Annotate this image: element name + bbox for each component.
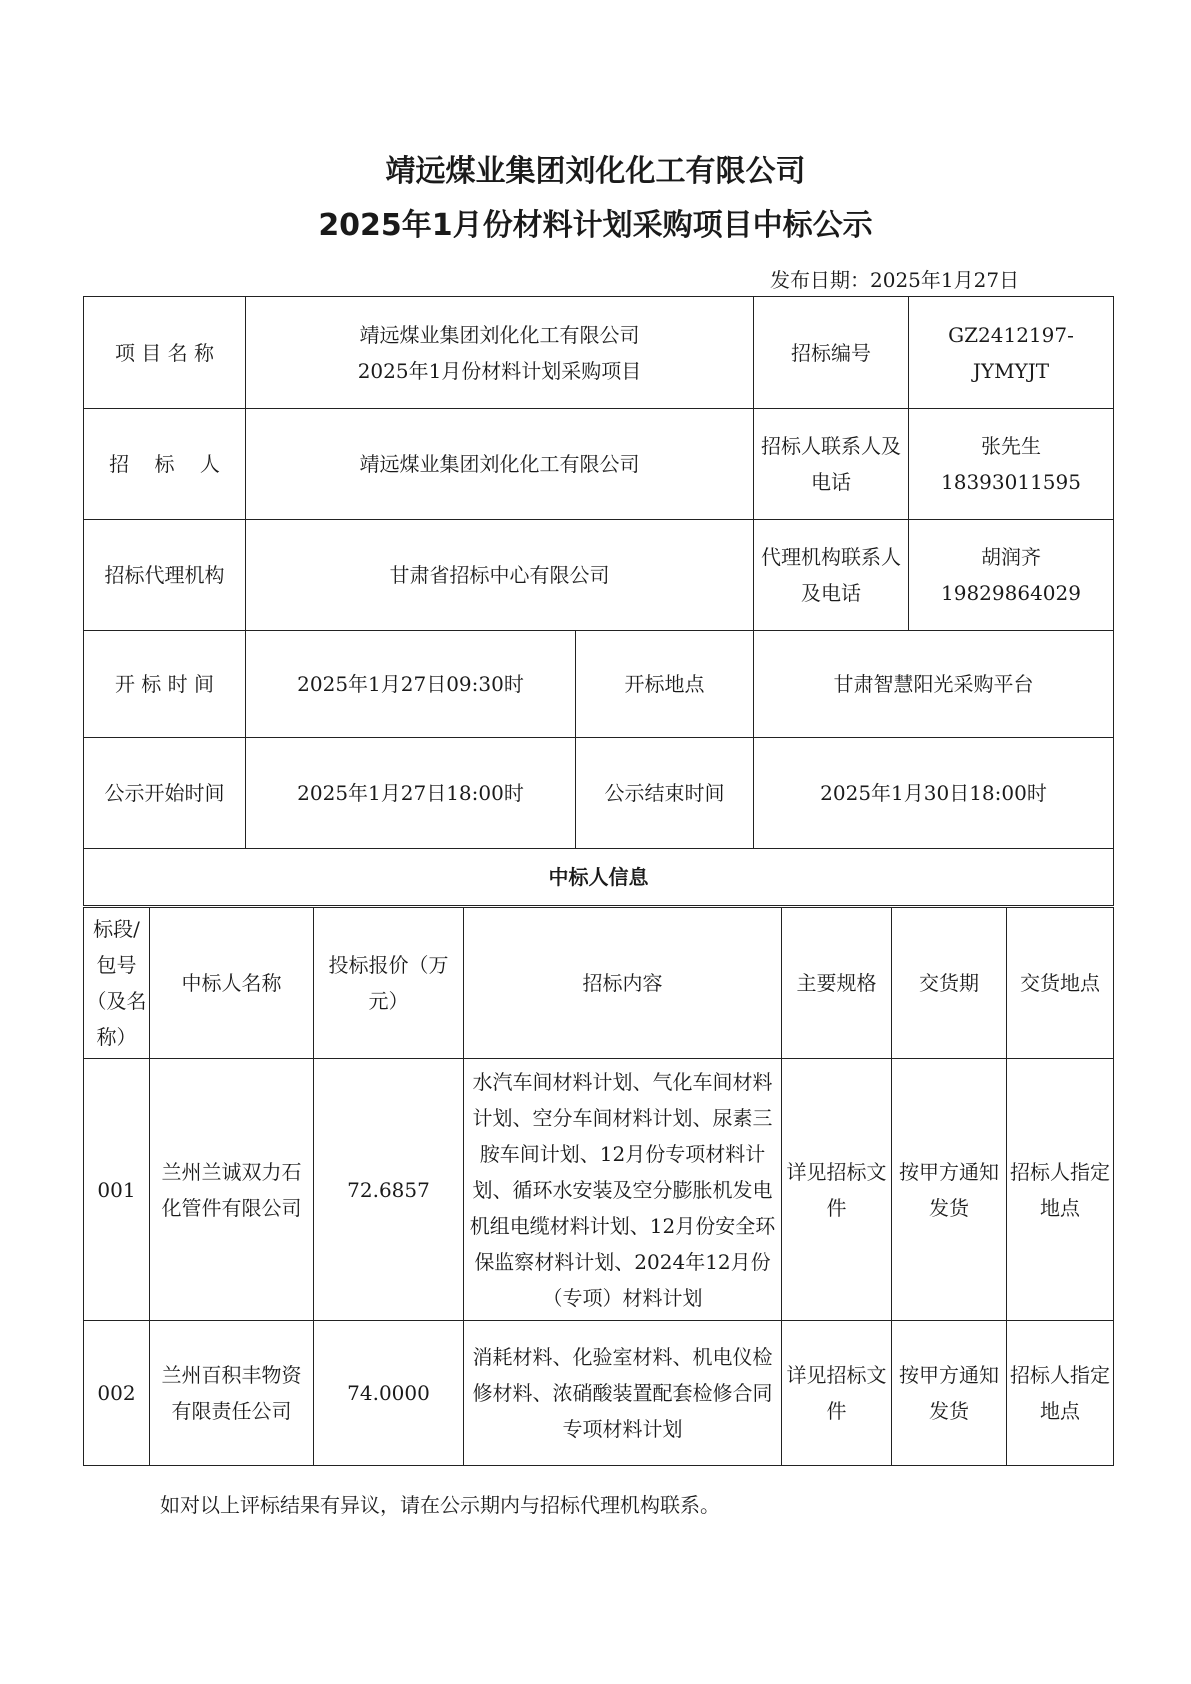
- project-name-line-1: 靖远煤业集团刘化化工有限公司: [359, 322, 640, 347]
- project-name-label: 项 目 名 称: [84, 297, 246, 409]
- row-tenderer: [84, 409, 1114, 520]
- project-info-table: [83, 296, 1114, 906]
- title-line-1: 靖远煤业集团刘化化工有限公司: [385, 154, 806, 189]
- agency-contact-name: 胡润齐: [981, 545, 1041, 569]
- header-name: 中标人名称: [150, 908, 314, 1059]
- table-row: [84, 1321, 1114, 1466]
- winner-place: 招标人指定地点: [1007, 1059, 1114, 1321]
- winner-header-row: [84, 908, 1114, 1059]
- header-delivery: 交货期: [892, 908, 1007, 1059]
- notice-end-value: 2025年1月30日18:00时: [754, 738, 1114, 849]
- winner-name: 兰州兰诚双力石化管件有限公司: [150, 1059, 314, 1321]
- header-spec: 主要规格: [782, 908, 892, 1059]
- notice-start-value: 2025年1月27日18:00时: [246, 738, 576, 849]
- open-place-label: 开标地点: [576, 631, 754, 738]
- row-open-time: [84, 631, 1114, 738]
- winner-spec: 详见招标文件: [782, 1059, 892, 1321]
- header-content: 招标内容: [464, 908, 782, 1059]
- winner-content: 消耗材料、化验室材料、机电仪检修材料、浓硝酸装置配套检修合同专项材料计划: [464, 1321, 782, 1466]
- open-time-value: 2025年1月27日09:30时: [246, 631, 576, 738]
- winner-section-title: 中标人信息: [84, 849, 1114, 906]
- header-price: 投标报价（万元）: [314, 908, 464, 1059]
- header-lot: 标段/包号（及名称）: [84, 908, 150, 1059]
- agency-contact-value: [909, 520, 1114, 631]
- winner-spec: 详见招标文件: [782, 1321, 892, 1466]
- winner-delivery: 按甲方通知发货: [892, 1321, 1007, 1466]
- header-place: 交货地点: [1007, 908, 1114, 1059]
- row-notice-time: [84, 738, 1114, 849]
- footer-note: 如对以上评标结果有异议，请在公示期内与招标代理机构联系。: [160, 1493, 720, 1517]
- row-project-name: [84, 297, 1114, 409]
- winner-price: 74.0000: [314, 1321, 464, 1466]
- project-name-value: [246, 297, 754, 409]
- table-row: [84, 1059, 1114, 1321]
- title-line-2: 2025年1月份材料计划采购项目中标公示: [318, 208, 873, 243]
- agency-contact-label: 代理机构联系人及电话: [754, 520, 909, 631]
- agency-label: 招标代理机构: [84, 520, 246, 631]
- tenderer-contact-label: 招标人联系人及电话: [754, 409, 909, 520]
- winner-lot: 001: [84, 1059, 150, 1321]
- winner-name: 兰州百积丰物资有限责任公司: [150, 1321, 314, 1466]
- project-name-line-2: 2025年1月份材料计划采购项目: [357, 358, 642, 383]
- tenderer-value: 靖远煤业集团刘化化工有限公司: [246, 409, 754, 520]
- open-time-label: 开 标 时 间: [84, 631, 246, 738]
- notice-start-label: 公示开始时间: [84, 738, 246, 849]
- bid-no-label: 招标编号: [754, 297, 909, 409]
- row-winner-section: [84, 849, 1114, 906]
- tenderer-contact-name: 张先生: [981, 434, 1041, 458]
- notice-end-label: 公示结束时间: [576, 738, 754, 849]
- row-agency: [84, 520, 1114, 631]
- winner-table: [83, 907, 1114, 1466]
- open-place-value: 甘肃智慧阳光采购平台: [754, 631, 1114, 738]
- publish-date: 发布日期：2025年1月27日: [770, 268, 1020, 292]
- tenderer-contact-value: [909, 409, 1114, 520]
- agency-contact-phone: 19829864029: [941, 581, 1081, 605]
- winner-delivery: 按甲方通知发货: [892, 1059, 1007, 1321]
- winner-place: 招标人指定地点: [1007, 1321, 1114, 1466]
- tenderer-contact-phone: 18393011595: [941, 470, 1081, 494]
- winner-price: 72.6857: [314, 1059, 464, 1321]
- winner-content: 水汽车间材料计划、气化车间材料计划、空分车间材料计划、尿素三胺车间计划、12月份专项材料计划、循环水安装及空分膨胀机发电机组电缆材料计划、12月份安全环保监察材料计划、2024年12月份（专项）材料计划: [464, 1059, 782, 1321]
- tenderer-label: 招 标 人: [84, 409, 246, 520]
- bid-no-value: GZ2412197-JYMYJT: [909, 297, 1114, 409]
- winner-lot: 002: [84, 1321, 150, 1466]
- agency-value: 甘肃省招标中心有限公司: [246, 520, 754, 631]
